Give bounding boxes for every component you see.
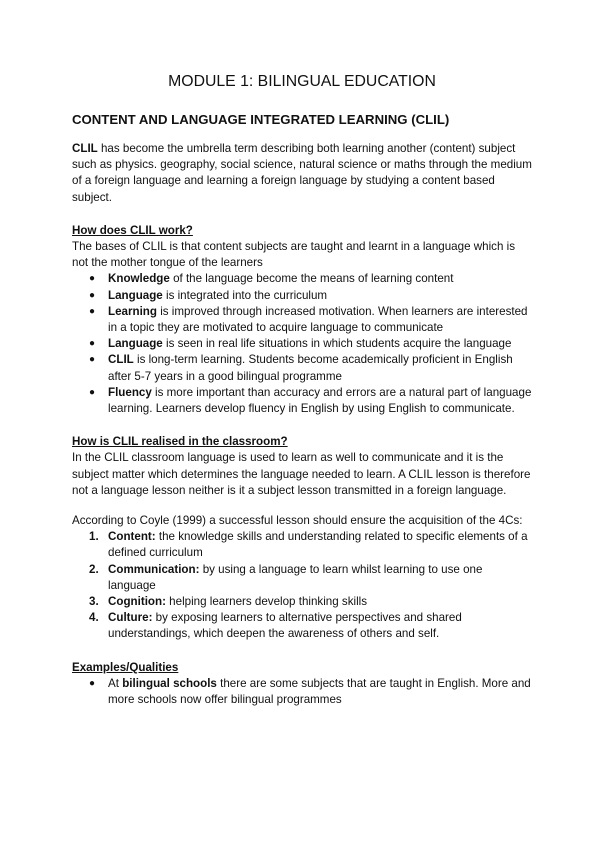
- bullet-icon: ●: [89, 338, 96, 350]
- list-item-term: Knowledge: [108, 272, 170, 286]
- list-item-prefix: At: [108, 676, 123, 690]
- list-item-text: is more important than accuracy and errors are a natural part of language learning. Learners develop fluency in English by using English to communicate.: [108, 385, 532, 416]
- list-item-text: by using a language to learn whilst learning to use one language: [108, 562, 483, 592]
- list-item-text: is seen in real life situations in which students acquire the language: [162, 337, 512, 351]
- list-item-term: bilingual schools: [122, 676, 217, 690]
- section2-paragraph-1: In the CLIL classroom language is used to learn as well to communicate and it is the subject matter which determines the language needed to learn. A CLIL lesson is therefore not a language lesson neither is it a subject lesson transmitted in a foreign language.: [72, 451, 531, 497]
- list-item-term: Content:: [108, 530, 156, 544]
- list-item-term: Culture:: [108, 611, 153, 625]
- list-item-text: is long-term learning. Students become academically proficient in English after 5-7 years in a good bilingual programme: [108, 353, 513, 383]
- list-item-number: 4.: [89, 611, 99, 625]
- list-item-term: Fluency: [108, 385, 152, 399]
- list-item: [72, 352, 532, 384]
- section2-paragraph-2: According to Coyle (1999) a successful lesson should ensure the acquisition of the 4Cs:: [72, 514, 523, 528]
- bullet-icon: ●: [89, 677, 96, 689]
- list-item: [72, 336, 532, 352]
- list-item-term: Learning: [108, 304, 157, 318]
- list-item: [72, 610, 532, 642]
- intro-paragraph: [72, 141, 532, 206]
- section1-paragraph: The bases of CLIL is that content subjects are taught and learnt in a language which is not the mother tongue of the learners: [72, 240, 515, 270]
- section-heading-how-clil-works: How does CLIL work?: [72, 223, 193, 237]
- list-item: [72, 529, 532, 561]
- list-item-text: there are some subjects that are taught in English. More and more schools now offer bilingual programmes: [108, 676, 531, 707]
- bullet-icon: ●: [89, 354, 96, 366]
- list-item-text: is integrated into the curriculum: [162, 288, 328, 302]
- list-item: [72, 304, 532, 336]
- list-item: [72, 676, 532, 708]
- list-item-number: 3.: [89, 595, 99, 609]
- list-item-text: helping learners develop thinking skills: [165, 595, 368, 609]
- list-item-text: of the language become the means of learning content: [169, 272, 454, 286]
- list-item: [72, 385, 532, 417]
- list-item-text: by exposing learners to alternative perspectives and shared understandings, which deepen the awareness of others and self.: [108, 611, 462, 641]
- bullet-icon: ●: [89, 305, 96, 317]
- list-item-text: is improved through increased motivation. When learners are interested in a topic they are motivated to acquire language to communicate: [108, 304, 528, 335]
- list-item: [72, 271, 532, 287]
- bullet-icon: ●: [89, 386, 96, 398]
- list-item-text: the knowledge skills and understanding related to specific elements of a defined curriculum: [108, 530, 528, 560]
- list-item-term: CLIL: [108, 353, 134, 367]
- page-title: MODULE 1: BILINGUAL EDUCATION: [168, 73, 436, 90]
- bullet-icon: ●: [89, 289, 96, 301]
- document-body: [72, 72, 532, 708]
- list-item-term: Language: [108, 337, 163, 351]
- section1-bullet-list: [72, 271, 532, 417]
- list-item: [72, 288, 532, 304]
- section3-bullet-list: [72, 676, 532, 708]
- list-item-number: 1.: [89, 530, 99, 544]
- intro-text: has become the umbrella term describing both learning another (content) subject such as physics. geography, social science, natural science or maths through the medium of a foreign language and learning a foreign language by studying a content based subject.: [72, 142, 532, 204]
- section-heading-clil-in-classroom: How is CLIL realised in the classroom?: [72, 435, 288, 449]
- list-item-term: Cognition:: [108, 595, 166, 609]
- list-item-term: Language: [108, 288, 163, 302]
- list-item: [72, 594, 532, 610]
- list-item-number: 2.: [89, 562, 99, 576]
- intro-term: CLIL: [72, 142, 98, 155]
- section2-numbered-list: [72, 529, 532, 642]
- list-item-term: Communication:: [108, 562, 200, 576]
- list-item: [72, 562, 532, 594]
- section-heading-examples: Examples/Qualities: [72, 660, 179, 674]
- bullet-icon: ●: [89, 273, 96, 285]
- page-subtitle: CONTENT AND LANGUAGE INTEGRATED LEARNING (CLIL): [72, 112, 450, 127]
